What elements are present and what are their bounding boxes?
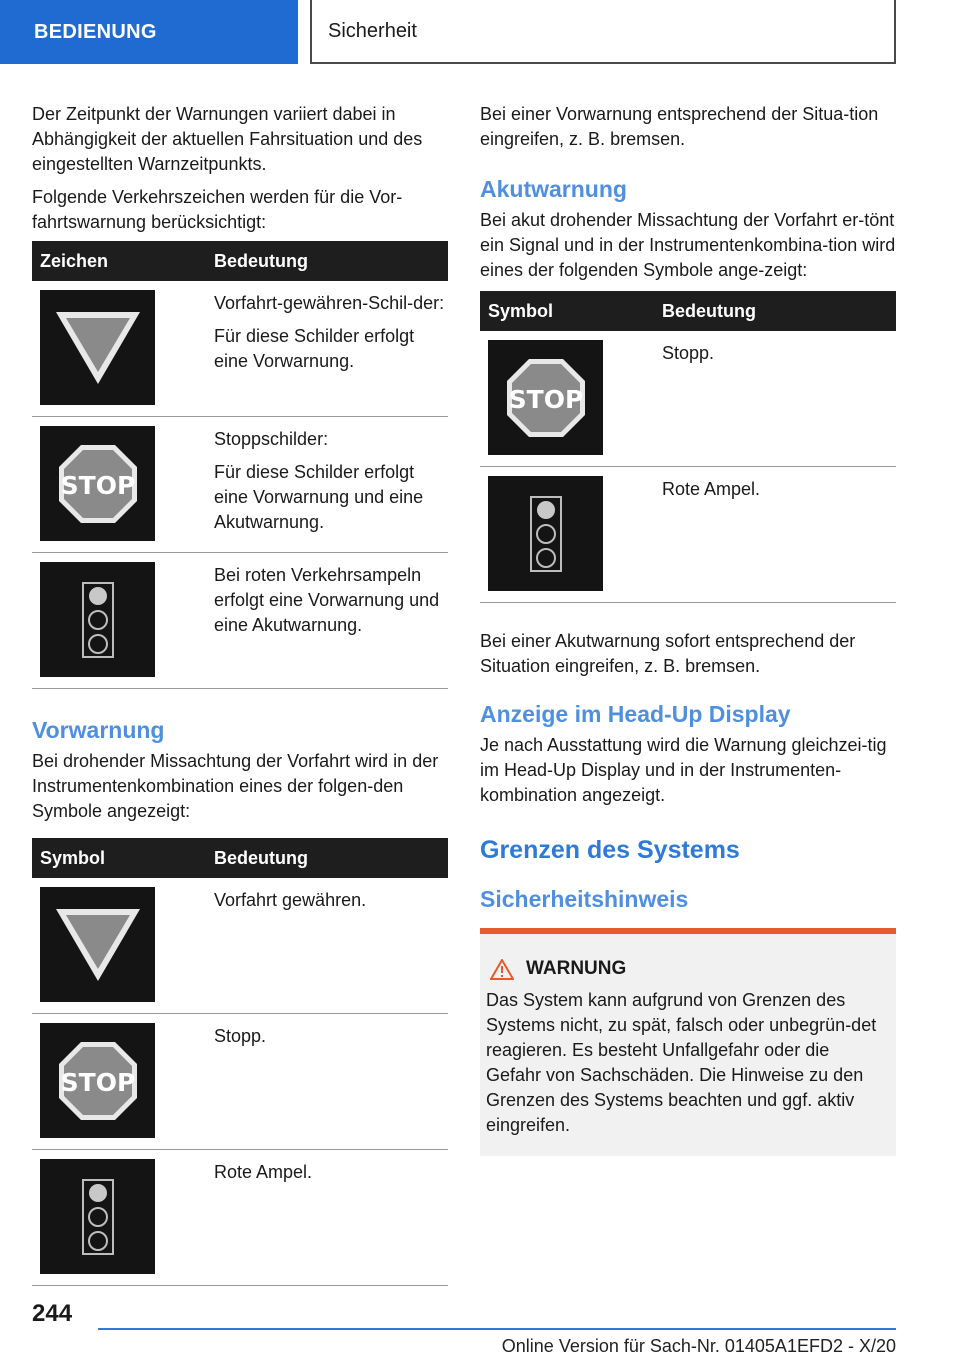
svg-text:STOP: STOP <box>60 1067 135 1097</box>
table-row <box>32 878 448 1014</box>
chapter-title: Sicherheit <box>310 0 896 64</box>
meaning-text: Rote Ampel. <box>662 479 761 499</box>
intro-paragraph: Der Zeitpunkt der Warnungen variiert dabei in Abhängigkeit der aktuellen Fahrsituation und des eingestellten Warnzeitpunkts. <box>32 104 423 174</box>
warning-text: Das System kann aufgrund von Grenzen des Systems nicht, zu spät, falsch oder unbegrün-det reagieren. Es besteht Unfallgefahr oder die Gefahr von Sachschäden. Die Hinweise zu den Grenzen des Systems beachten und ggf. aktiv eingreifen. <box>486 990 877 1135</box>
meaning-text: Stopp. <box>662 343 715 363</box>
safety-heading: Sicherheitshinweis <box>480 886 689 912</box>
table-header-zeichen: Zeichen <box>32 241 206 281</box>
akutwarnung-text: Bei akut drohender Missachtung der Vorfahrt er-tönt ein Signal und in der Instrumentenkombina-tion wird eines der folgenden Symbole ange-zeigt: <box>480 210 896 280</box>
footer-divider <box>98 1328 896 1330</box>
meaning-text: Stopp. <box>214 1026 267 1046</box>
traffic-light-icon <box>488 476 603 591</box>
table-row <box>32 553 448 689</box>
meaning-text: Rote Ampel. <box>214 1162 313 1182</box>
left-column <box>32 102 448 1286</box>
section-tab: BEDIENUNG <box>0 0 298 64</box>
warning-box <box>480 928 896 1156</box>
akutwarnung-heading: Akutwarnung <box>480 176 627 202</box>
table-row <box>32 1150 448 1286</box>
table-header-bedeutung: Bedeutung <box>206 838 448 878</box>
table-header-bedeutung: Bedeutung <box>654 291 896 331</box>
yield-sign-icon <box>40 887 155 1002</box>
footer-version: Online Version für Sach-Nr. 01405A1EFD2 - X/20 <box>501 1336 896 1356</box>
vorwarnung-table <box>32 838 448 1286</box>
meaning-text: Für diese Schilder erfolgt eine Vorwarnung und eine Akutwarnung. <box>214 462 424 532</box>
table-header-symbol: Symbol <box>32 838 206 878</box>
meaning-text: Bei roten Verkehrsampeln erfolgt eine Vorwarnung und eine Akutwarnung. <box>214 565 440 635</box>
table-header-symbol: Symbol <box>480 291 654 331</box>
meaning-label: Vorfahrt-gewähren-Schil-der: <box>214 293 445 313</box>
stop-sign-icon <box>40 1023 155 1138</box>
meaning-label: Stoppschilder: <box>214 429 329 449</box>
akutwarnung-table <box>480 291 896 603</box>
warning-title: WARNUNG <box>486 958 886 980</box>
meaning-text: Vorfahrt gewähren. <box>214 890 367 910</box>
table-row <box>480 331 896 467</box>
vorwarnung-heading: Vorwarnung <box>32 717 165 743</box>
hud-text: Je nach Ausstattung wird die Warnung gleichzei-tig im Head-Up Display und in der Instrumenten-kombination angezeigt. <box>480 735 887 805</box>
akutwarnung-action-text: Bei einer Akutwarnung sofort entsprechend der Situation eingreifen, z. B. bremsen. <box>480 631 856 676</box>
meaning-text: Für diese Schilder erfolgt eine Vorwarnung. <box>214 326 415 371</box>
signs-table <box>32 241 448 689</box>
stop-sign-icon <box>40 426 155 541</box>
svg-text:STOP: STOP <box>60 470 135 500</box>
vorwarnung-action-text: Bei einer Vorwarnung entsprechend der Situa-tion eingreifen, z. B. bremsen. <box>480 104 879 149</box>
warning-triangle-icon <box>490 959 514 980</box>
right-column <box>480 102 896 1156</box>
vorwarnung-text: Bei drohender Missachtung der Vorfahrt wird in der Instrumentenkombination eines der folgen-den Symbole angezeigt: <box>32 751 439 821</box>
svg-text:STOP: STOP <box>508 384 583 414</box>
hud-heading: Anzeige im Head-Up Display <box>480 701 791 727</box>
table-row <box>32 1014 448 1150</box>
page-number: 244 <box>32 1300 73 1327</box>
stop-sign-icon <box>488 340 603 455</box>
table-header-bedeutung: Bedeutung <box>206 241 448 281</box>
traffic-light-icon <box>40 1159 155 1274</box>
table-row <box>480 467 896 603</box>
traffic-light-icon <box>40 562 155 677</box>
yield-sign-icon <box>40 290 155 405</box>
intro-paragraph-2: Folgende Verkehrszeichen werden für die Vor-fahrtswarnung berücksichtigt: <box>32 187 403 232</box>
table-row <box>32 281 448 417</box>
limits-heading: Grenzen des Systems <box>480 836 740 864</box>
table-row <box>32 417 448 553</box>
